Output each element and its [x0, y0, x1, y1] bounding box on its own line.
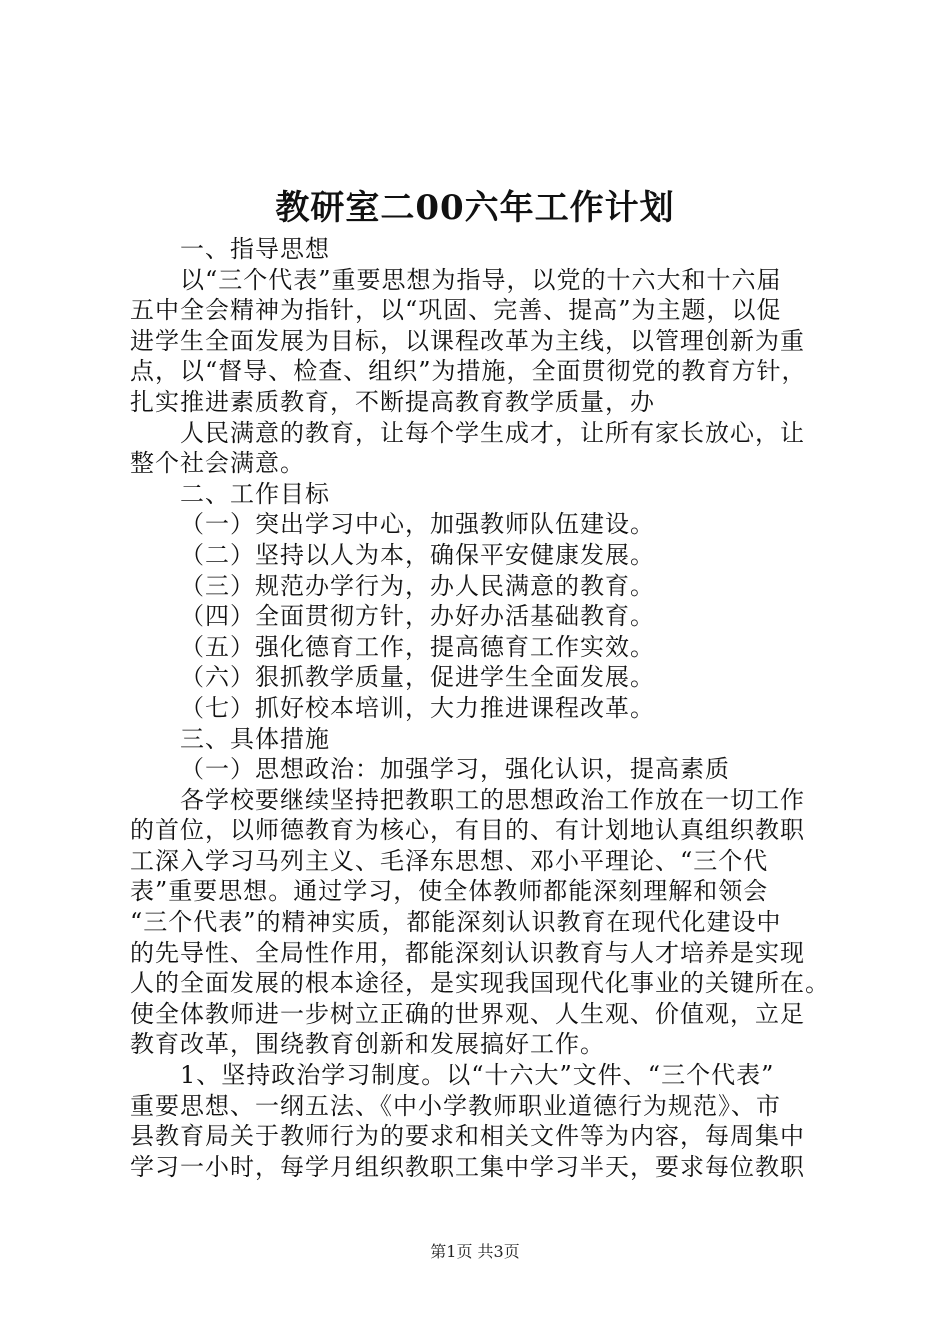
- goal-item: （二）坚持以人为本，确保平安健康发展。: [180, 540, 655, 569]
- paragraph-line: 整个社会满意。: [130, 449, 305, 478]
- paragraph-line: 扎实推进素质教育，不断提高教育教学质量，办: [130, 387, 655, 416]
- paragraph-line: 人的全面发展的根本途径，是实现我国现代化事业的关键所在。: [130, 969, 830, 998]
- paragraph-line: 工深入学习马列主义、毛泽东思想、邓小平理论、“三个代: [130, 846, 769, 875]
- goal-item: （四）全面贯彻方针，办好办活基础教育。: [180, 602, 655, 631]
- goal-item: （一）突出学习中心，加强教师队伍建设。: [180, 510, 655, 539]
- paragraph-line: 重要思想、一纲五法、《中小学教师职业道德行为规范》、市: [130, 1091, 781, 1120]
- paragraph-line: 表”重要思想。通过学习，使全体教师都能深刻理解和领会: [130, 877, 769, 906]
- paragraph-line: 教育改革，围绕教育创新和发展搞好工作。: [130, 1030, 605, 1059]
- paragraph-line: 的先导性、全局性作用，都能深刻认识教育与人才培养是实现: [130, 938, 805, 967]
- document-title: 教研室二00六年工作计划: [275, 188, 675, 228]
- subsection-heading: （一）思想政治：加强学习，强化认识，提高素质: [180, 755, 730, 784]
- paragraph-line: “三个代表”的精神实质，都能深刻认识教育在现代化建设中: [130, 908, 782, 937]
- paragraph-line: 进学生全面发展为目标，以课程改革为主线，以管理创新为重: [130, 326, 805, 355]
- goal-item: （六）狠抓教学质量，促进学生全面发展。: [180, 663, 655, 692]
- paragraph-line: 五中全会精神为指针，以“巩固、完善、提高”为主题，以促: [130, 296, 782, 325]
- paragraph-line: 使全体教师进一步树立正确的世界观、人生观、价值观，立足: [130, 999, 805, 1028]
- paragraph-line: 的首位，以师德教育为核心，有目的、有计划地认真组织教职: [130, 816, 805, 845]
- paragraph-line: 各学校要继续坚持把教职工的思想政治工作放在一切工作: [180, 785, 805, 814]
- page-number-footer: 第1页 共3页: [430, 1242, 520, 1261]
- goal-item: （三）规范办学行为，办人民满意的教育。: [180, 571, 655, 600]
- goal-item: （七）抓好校本培训，大力推进课程改革。: [180, 693, 655, 722]
- section-heading: 二、工作目标: [180, 479, 330, 508]
- paragraph-line: 学习一小时，每学月组织教职工集中学习半天，要求每位教职: [130, 1152, 805, 1181]
- paragraph-line: 人民满意的教育，让每个学生成才，让所有家长放心，让: [180, 418, 805, 447]
- goal-item: （五）强化德育工作，提高德育工作实效。: [180, 632, 655, 661]
- paragraph-line: 以“三个代表”重要思想为指导，以党的十六大和十六届: [180, 265, 782, 294]
- paragraph-line: 点，以“督导、检查、组织”为措施，全面贯彻党的教育方针，: [130, 357, 807, 386]
- document-body: [130, 234, 830, 1182]
- section-heading: 三、具体措施: [180, 724, 330, 753]
- paragraph-line: 1、坚持政治学习制度。以“十六大”文件、“三个代表”: [180, 1061, 775, 1090]
- section-heading: 一、指导思想: [180, 235, 330, 263]
- paragraph-line: 县教育局关于教师行为的要求和相关文件等为内容，每周集中: [130, 1122, 805, 1151]
